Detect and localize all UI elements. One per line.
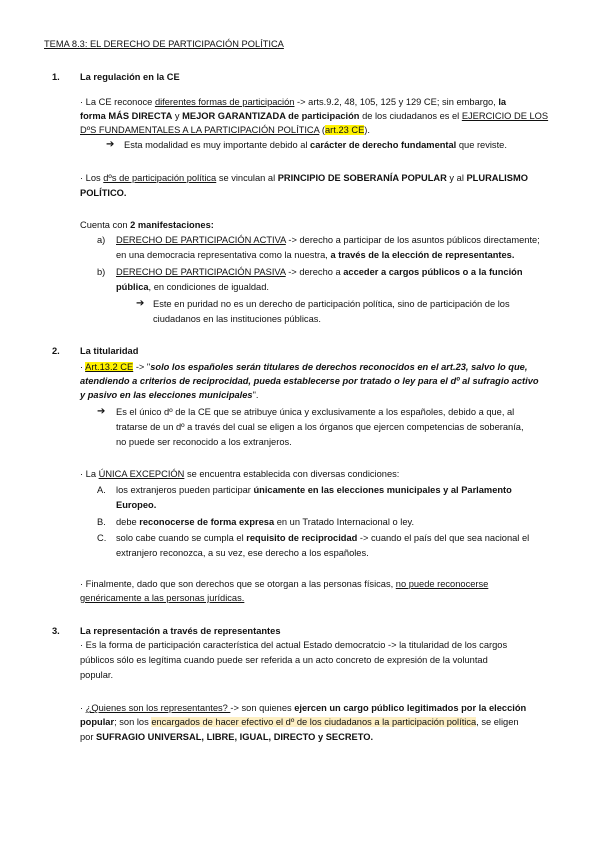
text: , en condiciones de igualdad.	[148, 282, 269, 292]
arrow-bullet-icon: ➔	[97, 406, 106, 417]
s2-quote-line-2: atendiendo a criterios de reciprocidad, pueda establecerse por tratado o ley para el dº al sufragio activo	[80, 376, 539, 386]
s1-paragraph-1-line-2	[80, 110, 548, 122]
highlight-text: Art.13.2 CE	[85, 362, 134, 372]
text: -> son quienes	[230, 703, 295, 713]
text-bold-italic: solo los españoles serán titulares de derechos reconocidos en el art.23, salvo lo que,	[150, 362, 528, 372]
s2-quote-line-3	[80, 389, 258, 401]
text-underlined: diferentes formas de participación	[154, 97, 295, 107]
s2-item-B	[116, 516, 414, 528]
text-underlined: EJERCICIO DE LOS	[461, 111, 549, 121]
text-bold-italic: y pasivo en las elecciones municipales	[80, 390, 253, 400]
s2-final-line-2: genéricamente a las personas jurídicas.	[80, 593, 245, 603]
text-bold: popular	[80, 717, 115, 727]
s1-bullet-2-line-2: ciudadanos en las instituciones públicas.	[153, 314, 321, 324]
highlight-text: encargados de hacer efectivo el dº de los ciudadanos a la participación política	[151, 717, 477, 727]
text-underlined: no puede reconocerse	[395, 579, 489, 589]
text: y	[172, 111, 183, 121]
s2-exception	[80, 468, 399, 480]
s2-bullet-line-2: tratarse de un dº a través del cual se eligen a los órganos que ejercen competencias de soberanía,	[116, 422, 524, 432]
text: ).	[364, 125, 370, 135]
text: · La	[80, 469, 99, 479]
section-3-heading: La representación a través de representantes	[80, 626, 281, 636]
section-1-number: 1.	[52, 72, 60, 82]
list-label-b: b)	[97, 267, 106, 277]
text-bold: a través de la elección de representantes.	[330, 250, 515, 260]
text: (	[319, 125, 326, 135]
arrow-bullet-icon: ➔	[106, 139, 115, 150]
s2-item-C-line-2: extranjero reconozca, a su vez, ese derecho a los españoles.	[116, 548, 369, 558]
s1-paragraph-2-line-2: POLÍTICO.	[80, 188, 127, 198]
document-title: TEMA 8.3: EL DERECHO DE PARTICIPACIÓN POLÍTICA	[44, 39, 284, 49]
text: en una democracia representativa como la nuestra,	[116, 250, 331, 260]
s3-paragraph-1-line-1: · Es la forma de participación característica del actual Estado democratcio -> la titularidad de los cargos	[80, 640, 508, 650]
text: los extranjeros pueden participar	[116, 485, 254, 495]
text-bold: requisito de reciprocidad	[246, 533, 358, 543]
text: Cuenta con	[80, 220, 131, 230]
s3-paragraph-2-line-2	[80, 716, 519, 728]
list-label-a: a)	[97, 235, 106, 245]
text-bold: MEJOR GARANTIZADA de participación	[182, 111, 360, 121]
text: por	[80, 732, 97, 742]
text: -> arts.9.2, 48, 105, 125 y 129 CE; sin embargo,	[294, 97, 499, 107]
section-2-heading: La titularidad	[80, 346, 139, 356]
text-bold: acceder a cargos públicos o a la función	[343, 267, 523, 277]
s2-quote-line-1	[80, 361, 527, 373]
arrow-bullet-icon: ➔	[136, 298, 145, 309]
text: Esta modalidad es muy importante debido al	[124, 140, 311, 150]
text: se encuentra establecida con diversas condiciones:	[184, 469, 400, 479]
list-label-C: C.	[97, 533, 107, 543]
s3-paragraph-1-line-2: públicos sólo es legítima cuando puede ser referida a un acto concreto de expresión de la voluntad	[80, 655, 488, 665]
section-1-heading: La regulación en la CE	[80, 72, 180, 82]
section-3-number: 3.	[52, 626, 60, 636]
s2-item-A-line-1	[116, 484, 512, 496]
text-bold: SUFRAGIO UNIVERSAL, LIBRE, IGUAL, DIRECTO y SECRETO.	[96, 732, 374, 742]
text: se vinculan al	[216, 173, 278, 183]
text-bold: pública	[116, 282, 149, 292]
text: de los ciudadanos es el	[359, 111, 462, 121]
s2-final-line-1	[80, 578, 488, 590]
s2-bullet-line-1: Es el único dº de la CE que se atribuye única y exclusivamente a los españoles, debido a que, al	[116, 407, 515, 417]
s2-bullet-line-3: no puede ser reconocido a los extranjeros.	[116, 437, 292, 447]
s3-paragraph-2-line-1	[80, 702, 526, 714]
text-bold: únicamente en las elecciones municipales y al Parlamento	[253, 485, 512, 495]
text: · Finalmente, dado que son derechos que se otorgan a las personas físicas,	[80, 579, 396, 589]
s1-item-a-line-2	[116, 249, 514, 261]
text-bold: reconocerse de forma expresa	[139, 517, 275, 527]
text: ".	[252, 390, 259, 400]
s2-item-C-line-1	[116, 532, 529, 544]
text-bold: forma	[80, 111, 109, 121]
text-underlined: ¿Quienes son los representantes?	[85, 703, 231, 713]
list-label-B: B.	[97, 517, 106, 527]
text: ·	[80, 703, 86, 713]
s2-item-A-line-2: Europeo.	[116, 500, 157, 510]
s1-manifestations	[80, 219, 214, 231]
s1-paragraph-2-line-1	[80, 172, 528, 184]
highlight-text: art.23 CE	[325, 125, 365, 135]
text-bold: carácter de derecho fundamental	[310, 140, 457, 150]
s1-item-b-line-2	[116, 281, 269, 293]
text-bold: la	[498, 97, 507, 107]
text-underlined: DERECHO DE PARTICIPACIÓN ACTIVA	[116, 235, 286, 245]
s3-paragraph-2-line-3	[80, 731, 373, 743]
text: , se eligen	[476, 717, 519, 727]
text-underlined: dºs de participación política	[103, 173, 217, 183]
text: -> "	[133, 362, 151, 372]
text: · La CE reconoce	[80, 97, 155, 107]
text: · Los	[80, 173, 104, 183]
text: ·	[80, 362, 86, 372]
s1-paragraph-1-line-1	[80, 96, 506, 108]
text-bold: ejercen un cargo público legitimados por la elección	[294, 703, 527, 713]
text-underlined: ÚNICA EXCEPCIÓN	[98, 469, 185, 479]
text-bold: MÁS DIRECTA	[108, 111, 173, 121]
text-bold: PRINCIPIO DE SOBERANÍA POPULAR	[277, 173, 447, 183]
list-label-A: A.	[97, 485, 106, 495]
text: -> cuando el país del que sea nacional el	[357, 533, 530, 543]
text: y al	[446, 173, 467, 183]
text: debe	[116, 517, 140, 527]
text-bold: PLURALISMO	[466, 173, 528, 183]
section-2-number: 2.	[52, 346, 60, 356]
text: en un Tratado Internacional o ley.	[274, 517, 415, 527]
text-underlined: DºS FUNDAMENTALES A LA PARTICIPACIÓN POLÍTICA	[80, 125, 320, 135]
s1-bullet-2-line-1: Este en puridad no es un derecho de participación política, sino de participación de los	[153, 299, 510, 309]
text: que reviste.	[456, 140, 507, 150]
s1-paragraph-1-line-3	[80, 124, 370, 136]
s3-paragraph-1-line-3: popular.	[80, 670, 114, 680]
text-underlined: DERECHO DE PARTICIPACIÓN PASIVA	[116, 267, 286, 277]
s1-item-b-line-1	[116, 266, 523, 278]
s1-bullet-1	[124, 139, 507, 151]
text: solo cabe cuando se cumpla el	[116, 533, 247, 543]
text: -> derecho a participar de los asuntos públicos directamente;	[285, 235, 540, 245]
text: -> derecho a	[285, 267, 344, 277]
text: ; son los	[114, 717, 152, 727]
text-bold: 2 manifestaciones:	[130, 220, 214, 230]
s1-item-a-line-1	[116, 234, 540, 246]
